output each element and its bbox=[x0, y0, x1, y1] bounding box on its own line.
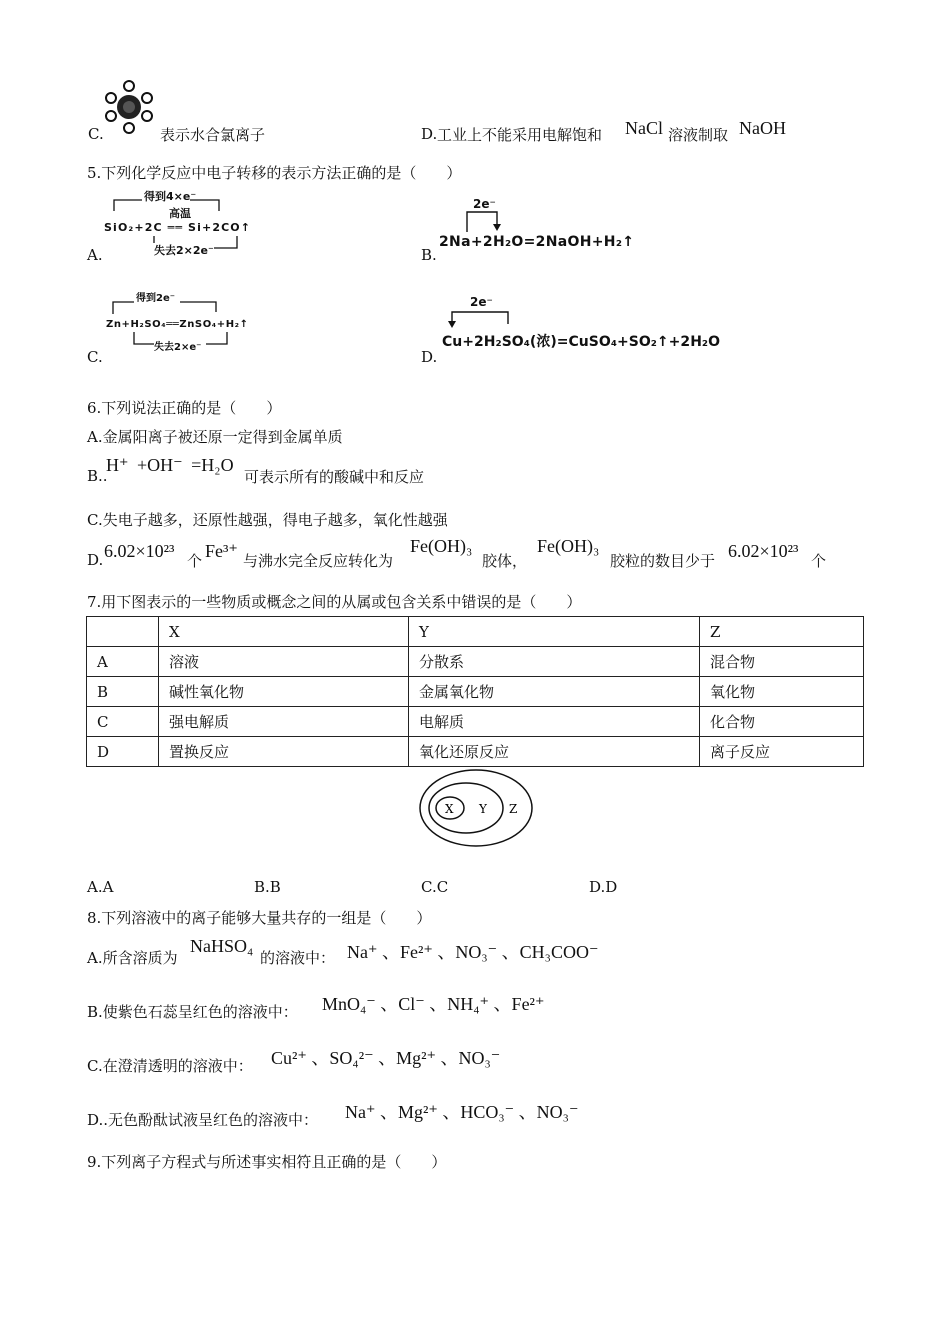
table-header-cell: Z bbox=[700, 617, 864, 647]
q9-stem: 9.下列离子方程式与所述事实相符且正确的是（ ） bbox=[87, 1153, 447, 1171]
table-cell: C bbox=[87, 707, 159, 737]
q6-option-d-text4: 胶粒的数目少于 bbox=[610, 552, 716, 570]
table-cell: 离子反应 bbox=[700, 737, 864, 767]
q8-option-a-solute: NaHSO₄ bbox=[190, 936, 254, 956]
q5-option-b-equation-image bbox=[437, 194, 637, 252]
table-cell: D bbox=[87, 737, 159, 767]
q8-option-c-text: C.在澄清透明的溶液中： bbox=[87, 1057, 253, 1075]
venn-label-z: Z bbox=[509, 802, 518, 816]
q8-stem: 8.下列溶液中的离子能够大量共存的一组是（ ） bbox=[87, 909, 432, 927]
q8-option-a-text: A.所含溶质为 bbox=[87, 949, 178, 967]
table-cell: A bbox=[87, 647, 159, 677]
table-header-cell: Y bbox=[409, 617, 700, 647]
q6-option-d-feoh3: Fe(OH)₃ bbox=[410, 536, 473, 556]
q7-stem: 7.用下图表示的一些物质或概念之间的从属或包含关系中错误的是（ ） bbox=[87, 593, 582, 611]
table-row bbox=[87, 647, 864, 677]
q6-option-d-text5: 个 bbox=[811, 552, 827, 570]
venn-label-y: Y bbox=[479, 802, 487, 816]
q4-option-d-label: D. bbox=[421, 125, 438, 143]
q8-option-d-text: D..无色酚酞试液呈红色的溶液中： bbox=[87, 1111, 319, 1129]
q6-option-b-equation: H⁺ +OH⁻ =H₂O bbox=[106, 455, 234, 475]
q7-option-b: B.B bbox=[254, 878, 281, 896]
q6-stem: 6.下列说法正确的是（ ） bbox=[87, 399, 282, 417]
table-cell: 强电解质 bbox=[159, 707, 409, 737]
q7-table bbox=[86, 616, 864, 767]
q8-option-c-ions: Cu²⁺ 、SO₄²⁻ 、Mg²⁺ 、NO₃⁻ bbox=[271, 1048, 501, 1068]
table-row bbox=[87, 737, 864, 767]
q6-option-d-fe-ion: Fe³⁺ bbox=[205, 541, 238, 561]
table-header-cell: X bbox=[159, 617, 409, 647]
q8-option-a-ions: Na⁺ 、Fe²⁺ 、NO₃⁻ 、CH₃COO⁻ bbox=[347, 942, 599, 962]
q5-b-electron-text: 2e⁻ bbox=[473, 197, 496, 211]
q6-option-d-number2: 6.02×10²³ bbox=[728, 541, 799, 561]
q4-option-c-text: 表示水合氯离子 bbox=[160, 126, 266, 144]
q5-c-lose-text: 失去2×e⁻ bbox=[154, 342, 202, 353]
q5-option-c-equation-image bbox=[104, 286, 250, 358]
venn-label-x: X bbox=[445, 802, 454, 816]
table-cell: 化合物 bbox=[700, 707, 864, 737]
table-row bbox=[87, 677, 864, 707]
q6-option-b-label: B.. bbox=[87, 467, 108, 485]
q5-option-b-label: B. bbox=[421, 246, 437, 264]
table-row bbox=[87, 617, 864, 647]
q6-option-c: C.失电子越多，还原性越强，得电子越多，氧化性越强 bbox=[87, 511, 448, 529]
q5-a-gain-text: 得到4×e⁻ bbox=[144, 190, 197, 203]
q5-a-lose-text: 失去2×2e⁻ bbox=[154, 244, 214, 257]
q7-option-a: A.A bbox=[87, 878, 114, 896]
q5-option-d-equation-image bbox=[440, 288, 725, 356]
q4-option-d-naoh: NaOH bbox=[739, 118, 786, 138]
table-row bbox=[87, 707, 864, 737]
q5-b-equation-text: 2Na+2H₂O=2NaOH+H₂↑ bbox=[439, 234, 634, 250]
q6-option-a: A.金属阳离子被还原一定得到金属单质 bbox=[87, 428, 343, 446]
table-cell: 混合物 bbox=[700, 647, 864, 677]
q8-option-b-text: B.使紫色石蕊呈红色的溶液中： bbox=[87, 1003, 298, 1021]
q4-option-d-text1: 工业上不能采用电解饱和 bbox=[437, 126, 603, 144]
q7-option-d: D.D bbox=[589, 878, 618, 896]
q5-d-electron-text: 2e⁻ bbox=[470, 295, 493, 309]
q8-option-b-ions: MnO₄⁻ 、Cl⁻ 、NH₄⁺ 、Fe²⁺ bbox=[322, 994, 545, 1014]
table-cell: 置换反应 bbox=[159, 737, 409, 767]
table-cell: 电解质 bbox=[409, 707, 700, 737]
q6-option-b-text: 可表示所有的酸碱中和反应 bbox=[244, 468, 425, 486]
q6-option-d-text3: 胶体， bbox=[482, 552, 528, 570]
hydrated-chloride-ion-image bbox=[103, 78, 155, 136]
table-cell: B bbox=[87, 677, 159, 707]
q7-venn-diagram bbox=[418, 768, 534, 848]
q5-option-a-equation-image bbox=[102, 186, 252, 262]
q6-option-d-label: D. bbox=[87, 551, 104, 569]
table-cell: 分散系 bbox=[409, 647, 700, 677]
q5-stem: 5.下列化学反应中电子转移的表示方法正确的是（ ） bbox=[87, 164, 462, 182]
table-cell: 氧化物 bbox=[700, 677, 864, 707]
q7-option-c: C.C bbox=[421, 878, 449, 896]
q4-option-d-nacl: NaCl bbox=[625, 118, 663, 138]
q5-a-equation-text: SiO₂+2C ══ Si+2CO↑ bbox=[104, 221, 250, 234]
q5-a-condition-text: 高温 bbox=[169, 207, 191, 220]
q5-option-c-label: C. bbox=[87, 348, 103, 366]
table-cell: 氧化还原反应 bbox=[409, 737, 700, 767]
q8-option-d-ions: Na⁺ 、Mg²⁺ 、HCO₃⁻ 、NO₃⁻ bbox=[345, 1102, 579, 1122]
q8-option-a-text2: 的溶液中： bbox=[260, 949, 336, 967]
q5-d-equation-text: Cu+2H₂SO₄(浓)=CuSO₄+SO₂↑+2H₂O bbox=[442, 334, 720, 350]
q6-option-d-text2: 与沸水完全反应转化为 bbox=[243, 552, 394, 570]
q6-option-d-text1: 个 bbox=[187, 552, 203, 570]
q5-option-d-label: D. bbox=[421, 348, 438, 366]
q4-option-d-text2: 溶液制取 bbox=[668, 126, 729, 144]
q6-option-d-feoh3-2: Fe(OH)₃ bbox=[537, 536, 600, 556]
q5-option-a-label: A. bbox=[87, 246, 103, 264]
table-header-cell bbox=[87, 617, 159, 647]
table-cell: 碱性氧化物 bbox=[159, 677, 409, 707]
q4-option-c-label: C. bbox=[88, 125, 104, 143]
table-cell: 溶液 bbox=[159, 647, 409, 677]
q5-c-gain-text: 得到2e⁻ bbox=[136, 293, 176, 304]
q5-c-equation-text: Zn+H₂SO₄══ZnSO₄+H₂↑ bbox=[106, 319, 248, 330]
q6-option-d-number: 6.02×10²³ bbox=[104, 541, 175, 561]
table-cell: 金属氧化物 bbox=[409, 677, 700, 707]
